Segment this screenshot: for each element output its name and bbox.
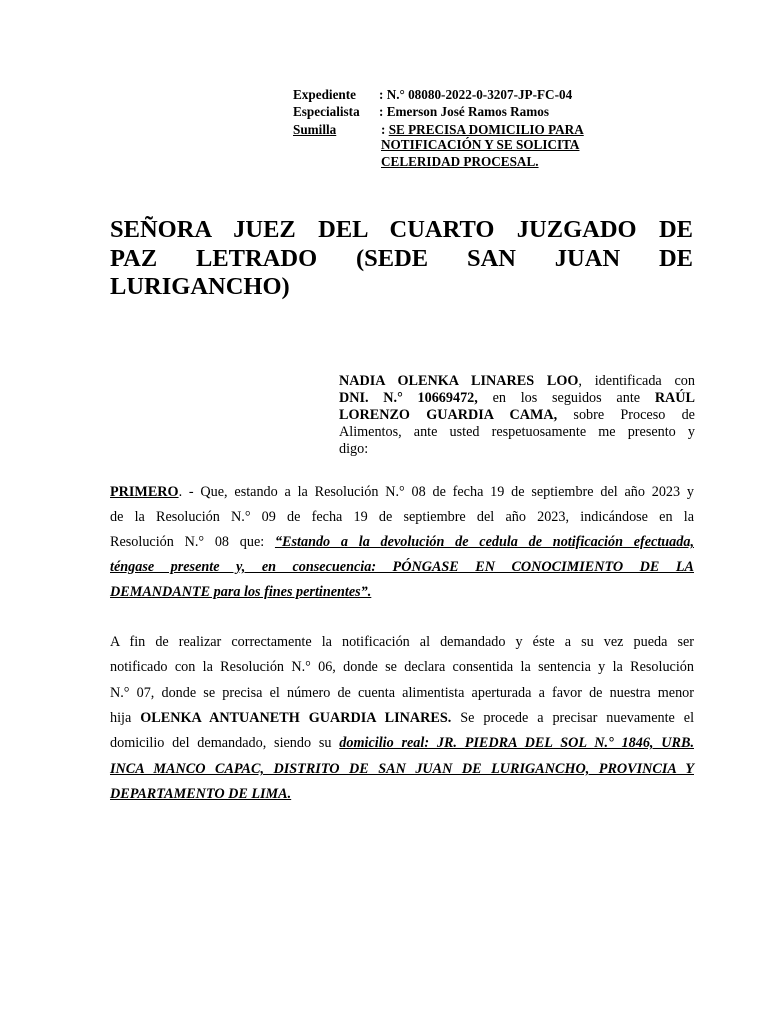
primero-line-1: [110, 483, 694, 501]
intro-line-3: [339, 407, 695, 424]
paragraph2-line-3: N.° 07, donde se precisa el número de cuenta alimentista aperturada a favor de nuestra menor: [110, 685, 694, 701]
primero-line-5: DEMANDANTE para los fines pertinentes”.: [110, 584, 372, 600]
paragraph-text: domicilio del demandado, siendo su: [110, 735, 340, 751]
intro-text: en los seguidos ante: [477, 390, 655, 406]
paragraph-text: Se procede a precisar nuevamente el: [451, 710, 695, 726]
applicant-name: NADIA OLENKA LINARES LOO: [339, 373, 579, 389]
title-line-3: LURIGANCHO): [110, 273, 290, 300]
paragraph2-line-4: [110, 709, 694, 727]
defendant-name-start: RAÚL: [654, 390, 696, 406]
minor-name: OLENKA ANTUANETH GUARDIA LINARES.: [140, 710, 452, 726]
paragraph-text: hija: [110, 710, 141, 726]
sumilla-text-3: CELERIDAD PROCESAL.: [381, 154, 539, 169]
expediente-line: [293, 86, 572, 103]
title-line-2: PAZ LETRADO (SEDE SAN JUAN DE: [110, 245, 693, 272]
sumilla-text-2: NOTIFICACIÓN Y SE SOLICITA: [381, 137, 580, 152]
primero-label: PRIMERO: [110, 484, 179, 500]
primero-line-2: de la Resolución N.° 09 de fecha 19 de septiembre del año 2023, indicándose en la: [110, 509, 694, 525]
expediente-value: : N.° 08080-2022-0-3207-JP-FC-04: [379, 87, 573, 102]
expediente-label: Expediente: [293, 87, 357, 102]
paragraph2-line-7: DEPARTAMENTO DE LIMA.: [110, 786, 292, 802]
paragraph2-line-1: A fin de realizar correctamente la notificación al demandado y éste a su vez pueda ser: [110, 634, 694, 650]
address-text: domicilio real: JR. PIEDRA DEL SOL N.° 1846, URB.: [339, 735, 694, 751]
intro-text: , identificada con: [578, 373, 695, 389]
sumilla-label: Sumilla: [293, 122, 337, 137]
defendant-name-end: LORENZO GUARDIA CAMA,: [339, 407, 558, 423]
sumilla-colon: :: [381, 122, 389, 137]
paragraph2-line-5: [110, 734, 694, 752]
intro-line-5: digo:: [339, 441, 369, 457]
intro-text: sobre Proceso de: [557, 407, 695, 423]
paragraph2-line-2: notificado con la Resolución N.° 06, donde se declara consentida la sentencia y la Resolución: [110, 659, 694, 675]
especialista-label: Especialista: [293, 104, 360, 119]
especialista-value: : Emerson José Ramos Ramos: [379, 104, 549, 119]
primero-line-3: [110, 533, 694, 551]
quote-text: “Estando a la devolución de cedula de notificación efectuada,: [274, 534, 694, 550]
sumilla-text-1: SE PRECISA DOMICILIO PARA: [388, 122, 584, 137]
especialista-line: [293, 103, 549, 120]
title-line-1: SEÑORA JUEZ DEL CUARTO JUZGADO DE: [110, 216, 693, 243]
intro-line-2: [339, 390, 695, 407]
intro-line-1: [339, 373, 695, 390]
primero-line-4: téngase presente y, en consecuencia: PÓNGASE EN CONOCIMIENTO DE LA: [110, 559, 694, 575]
paragraph-text: . - Que, estando a la Resolución N.° 08 de fecha 19 de septiembre del año 2023 y: [178, 484, 694, 500]
intro-line-4: Alimentos, ante usted respetuosamente me presento y: [339, 424, 695, 440]
paragraph2-line-6: INCA MANCO CAPAC, DISTRITO DE SAN JUAN DE LURIGANCHO, PROVINCIA Y: [110, 761, 694, 777]
sumilla-line: [293, 121, 584, 138]
applicant-dni: DNI. N.° 10669472,: [339, 390, 478, 406]
paragraph-text: Resolución N.° 08 que:: [110, 534, 275, 550]
